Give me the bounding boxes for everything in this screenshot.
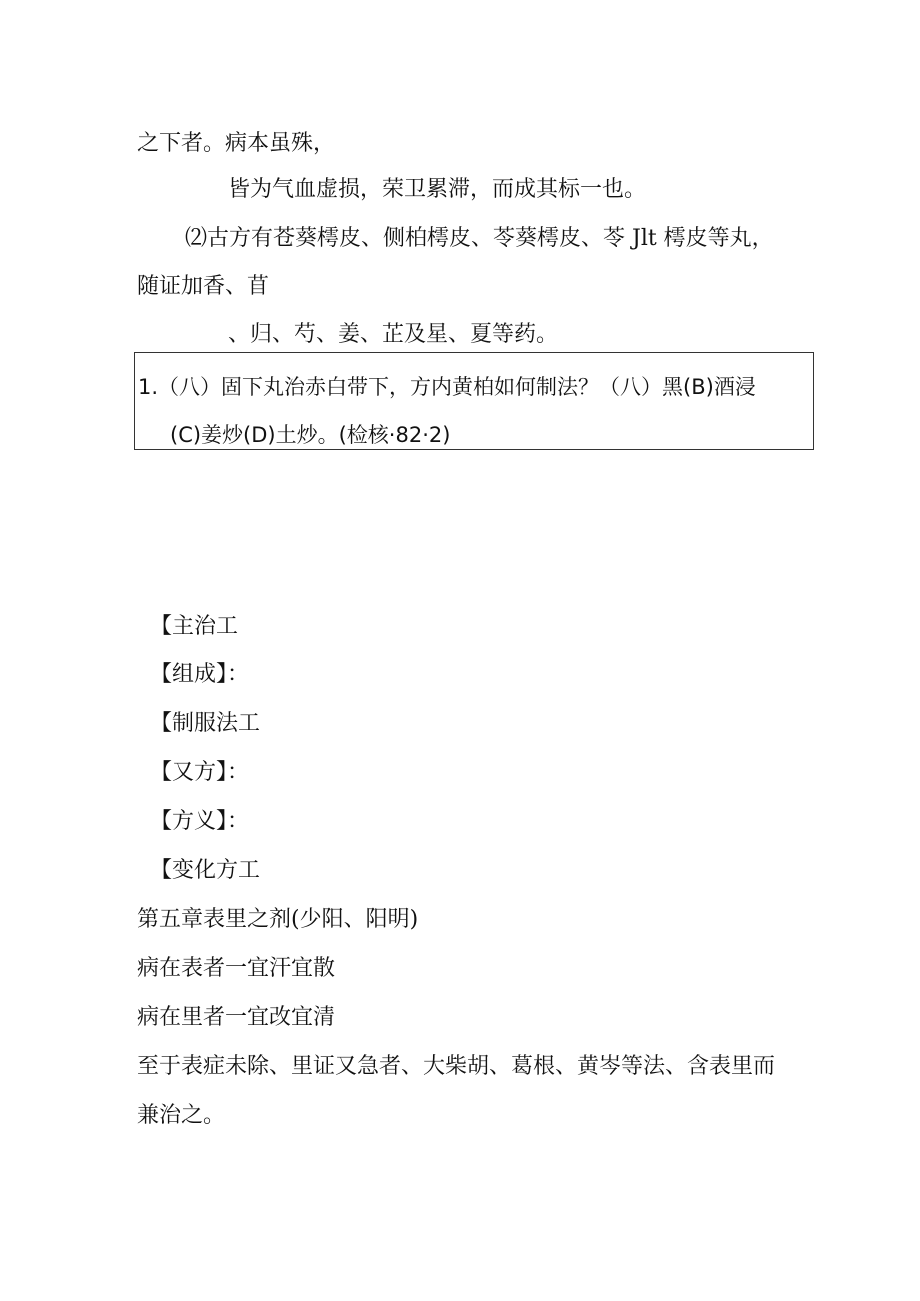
chapter-line: 至于表症未除、里证又急者、大柴胡、葛根、黄岑等法、含表里而 [137, 1054, 776, 1079]
section-heading-zhuzhi: 【主治工 [150, 614, 239, 639]
section-heading-youfang: 【又方】： [150, 760, 250, 785]
section-heading-bianhua: 【变化方工 [150, 858, 261, 883]
chapter-line: 兼治之。 [137, 1103, 226, 1128]
chapter-line: 病在表者一宜汗宜散 [137, 956, 336, 981]
paragraph-line: ⑵古方有苍葵樗皮、侧柏樗皮、苓葵樗皮、苓 Jlt 樗皮等丸， [185, 226, 774, 251]
chapter-title: 第五章表里之剂(少阳、阳明) [137, 907, 419, 932]
chapter-line: 病在里者一宜改宜清 [137, 1005, 336, 1030]
question-line: 1.（八）固下丸治赤白带下，方内黄柏如何制法？（八）黑(B)酒浸 [138, 375, 756, 399]
paragraph-line: 、归、芍、姜、芷及星、夏等药。 [228, 322, 559, 347]
section-heading-fangyi: 【方义】： [150, 809, 250, 834]
exam-question-box [134, 352, 814, 450]
paragraph-line: 皆为气血虚损，荣卫累滞，而成其标一也。 [228, 177, 647, 202]
paragraph-line: 随证加香、苜 [137, 274, 270, 299]
section-heading-zucheng: 【组成】： [150, 662, 250, 687]
section-heading-zhifufa: 【制服法工 [150, 711, 261, 736]
question-line: (C)姜炒(D)土炒。(检核·82·2) [170, 423, 451, 447]
paragraph-line: 之下者。病本虽殊， [137, 131, 336, 156]
